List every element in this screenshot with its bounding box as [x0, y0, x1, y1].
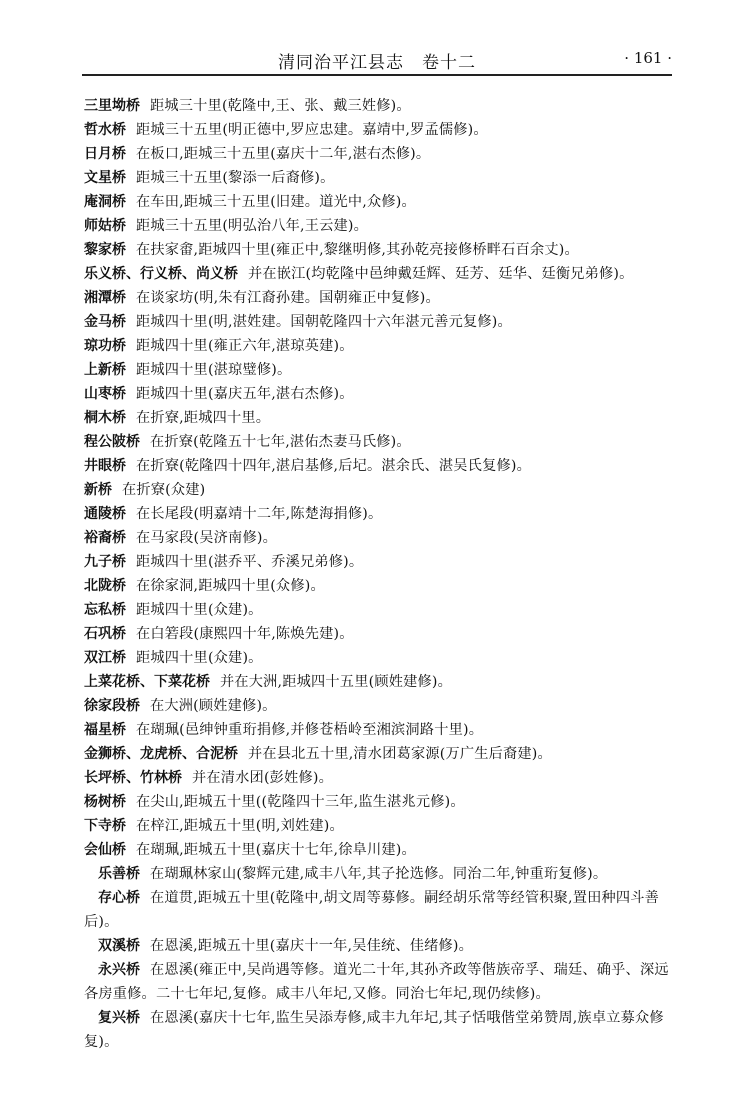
bridge-name: 存心桥: [98, 890, 140, 906]
bridge-name: 忘私桥: [84, 602, 126, 618]
bridge-entry: [84, 862, 674, 886]
bridge-name: 上菜花桥、下菜花桥: [84, 674, 210, 690]
bridge-name: 琼功桥: [84, 338, 126, 354]
bridge-entry: [84, 238, 674, 262]
bridge-name: 三里坳桥: [84, 98, 140, 114]
bridge-description: 并在清水团(彭姓修)。: [192, 770, 333, 786]
bridge-entry: [84, 526, 674, 550]
bridge-entry: [84, 886, 674, 934]
bridge-entry: [84, 766, 674, 790]
bridge-description: 距城三十五里(明弘治八年,王云建)。: [136, 218, 368, 234]
bridge-description: 在折寮(众建): [122, 482, 206, 498]
bridge-name: 湘潭桥: [84, 290, 126, 306]
bridge-description: 在瑚珮林家山(黎辉元建,咸丰八年,其子抡选修。同治二年,钟重珩复修)。: [150, 866, 608, 882]
bridge-description: 在恩溪,距城五十里(嘉庆十一年,吴佳统、佳绪修)。: [150, 938, 474, 954]
bridge-name: 文星桥: [84, 170, 126, 186]
page-number: · 161 ·: [624, 49, 672, 67]
bridge-description: 距城四十里(雍正六年,湛琼英建)。: [136, 338, 354, 354]
bridge-entry: [84, 1006, 674, 1054]
bridge-entry: [84, 262, 674, 286]
bridge-description: 在梓江,距城五十里(明,刘姓建)。: [136, 818, 344, 834]
bridge-name: 会仙桥: [84, 842, 126, 858]
bridge-entry: [84, 430, 674, 454]
bridge-description: 并在大洲,距城四十五里(顾姓建修)。: [220, 674, 452, 690]
bridge-name: 裕裔桥: [84, 530, 126, 546]
bridge-description: 在折寮(乾隆五十七年,湛佑杰妻马氏修)。: [150, 434, 411, 450]
bridge-name: 乐善桥: [98, 866, 140, 882]
bridge-entry: [84, 214, 674, 238]
bridge-entry: [84, 838, 674, 862]
bridge-entry: [84, 742, 674, 766]
bridge-name: 井眼桥: [84, 458, 126, 474]
bridge-description: 在白箬段(康熙四十年,陈焕先建)。: [136, 626, 354, 642]
bridge-name: 复兴桥: [98, 1010, 140, 1026]
bridge-description: 在折寮,距城四十里。: [136, 410, 271, 426]
bridge-name: 师姑桥: [84, 218, 126, 234]
bridge-entry: [84, 358, 674, 382]
bridge-entry: [84, 310, 674, 334]
bridge-description: 距城三十五里(明正德中,罗应忠建。嘉靖中,罗孟儒修)。: [136, 122, 488, 138]
bridge-entry: [84, 550, 674, 574]
bridge-entry: [84, 814, 674, 838]
bridge-description: 距城四十里(湛乔平、乔溪兄弟修)。: [136, 554, 364, 570]
bridge-entry: [84, 646, 674, 670]
bridge-entry: [84, 166, 674, 190]
bridge-name: 日月桥: [84, 146, 126, 162]
bridge-name: 庵洞桥: [84, 194, 126, 210]
running-title: 清同治平江县志 卷十二: [278, 53, 476, 73]
bridge-name: 双溪桥: [98, 938, 140, 954]
bridge-description: 在谈家坊(明,朱有江裔孙建。国朝雍正中复修)。: [136, 290, 440, 306]
bridge-description: 距城四十里(明,湛姓建。国朝乾隆四十六年湛元善元复修)。: [136, 314, 512, 330]
bridge-name: 永兴桥: [98, 962, 140, 978]
bridge-description: 距城四十里(嘉庆五年,湛右杰修)。: [136, 386, 354, 402]
bridge-entry: [84, 142, 674, 166]
bridge-description: 在瑚珮,距城五十里(嘉庆十七年,徐阜川建)。: [136, 842, 416, 858]
bridge-name: 程公陂桥: [84, 434, 140, 450]
bridge-entry: [84, 190, 674, 214]
bridge-name: 长坪桥、竹林桥: [84, 770, 182, 786]
bridge-entry: [84, 622, 674, 646]
bridge-name: 石巩桥: [84, 626, 126, 642]
bridge-name: 新桥: [84, 482, 112, 498]
bridge-description: 在道贯,距城五十里(乾隆中,胡文周等募修。嗣经胡乐常等经管积聚,置田种四斗善后)。: [84, 890, 660, 930]
bridge-description: 并在县北五十里,清水团葛家源(万广生后裔建)。: [248, 746, 552, 762]
bridge-entry: [84, 406, 674, 430]
bridge-entry: [84, 478, 674, 502]
bridge-name: 乐义桥、行义桥、尚义桥: [84, 266, 238, 282]
bridge-description: 距城四十里(众建)。: [136, 602, 263, 618]
bridge-name: 通陵桥: [84, 506, 126, 522]
bridge-name: 上新桥: [84, 362, 126, 378]
bridge-description: 在车田,距城三十五里(旧建。道光中,众修)。: [136, 194, 416, 210]
bridge-name: 下寺桥: [84, 818, 126, 834]
bridge-description: 在板口,距城三十五里(嘉庆十二年,湛右杰修)。: [136, 146, 431, 162]
bridge-description: 在瑚珮(邑绅钟重珩捐修,并修苍梧岭至湘滨洞路十里)。: [136, 722, 484, 738]
bridge-name: 北陇桥: [84, 578, 126, 594]
bridge-description: 距城三十五里(黎添一后裔修)。: [136, 170, 335, 186]
bridge-name: 金狮桥、龙虎桥、合泥桥: [84, 746, 238, 762]
bridge-name: 黎家桥: [84, 242, 126, 258]
bridge-entry: [84, 958, 674, 1006]
bridge-name: 徐家段桥: [84, 698, 140, 714]
bridge-name: 福星桥: [84, 722, 126, 738]
bridge-name: 双江桥: [84, 650, 126, 666]
bridge-entry: [84, 334, 674, 358]
page-header: [82, 44, 672, 76]
bridge-entry: [84, 286, 674, 310]
bridge-description: 在恩溪(嘉庆十七年,监生吴添寿修,咸丰九年圮,其子恬哦偕堂弟赞周,族卓立募众修复)。: [84, 1010, 664, 1050]
bridge-entry-list: [84, 94, 674, 1054]
bridge-name: 山枣桥: [84, 386, 126, 402]
bridge-name: 杨树桥: [84, 794, 126, 810]
bridge-entry: [84, 382, 674, 406]
bridge-description: 在长尾段(明嘉靖十二年,陈楚海捐修)。: [136, 506, 383, 522]
bridge-entry: [84, 718, 674, 742]
bridge-description: 在恩溪(雍正中,吴尚遇等修。道光二十年,其孙齐政等偕族帝孚、瑞廷、确乎、深远各房重修。二十七年圮,复修。咸丰八年圮,又修。同治七年圮,现仍续修)。: [84, 962, 669, 1002]
bridge-description: 并在嵌江(均乾隆中邑绅戴廷辉、廷芳、廷华、廷衡兄弟修)。: [248, 266, 634, 282]
bridge-entry: [84, 454, 674, 478]
bridge-entry: [84, 598, 674, 622]
bridge-description: 在徐家洞,距城四十里(众修)。: [136, 578, 325, 594]
bridge-description: 在扶家畬,距城四十里(雍正中,黎继明修,其孙乾亮接修桥畔石百余丈)。: [136, 242, 579, 258]
bridge-name: 金马桥: [84, 314, 126, 330]
bridge-description: 在大洲(顾姓建修)。: [150, 698, 277, 714]
bridge-entry: [84, 574, 674, 598]
bridge-entry: [84, 934, 674, 958]
bridge-description: 距城三十里(乾隆中,王、张、戴三姓修)。: [150, 98, 411, 114]
bridge-description: 在尖山,距城五十里((乾隆四十三年,监生湛兆元修)。: [136, 794, 465, 810]
bridge-entry: [84, 502, 674, 526]
bridge-name: 桐木桥: [84, 410, 126, 426]
bridge-entry: [84, 790, 674, 814]
bridge-entry: [84, 670, 674, 694]
bridge-name: 九子桥: [84, 554, 126, 570]
bridge-entry: [84, 118, 674, 142]
bridge-entry: [84, 94, 674, 118]
bridge-description: 在马家段(吴济南修)。: [136, 530, 277, 546]
bridge-entry: [84, 694, 674, 718]
bridge-name: 哲水桥: [84, 122, 126, 138]
bridge-description: 在折寮(乾隆四十四年,湛启基修,后圮。湛余氏、湛吴氏复修)。: [136, 458, 531, 474]
bridge-description: 距城四十里(湛琼璧修)。: [136, 362, 292, 378]
bridge-description: 距城四十里(众建)。: [136, 650, 263, 666]
